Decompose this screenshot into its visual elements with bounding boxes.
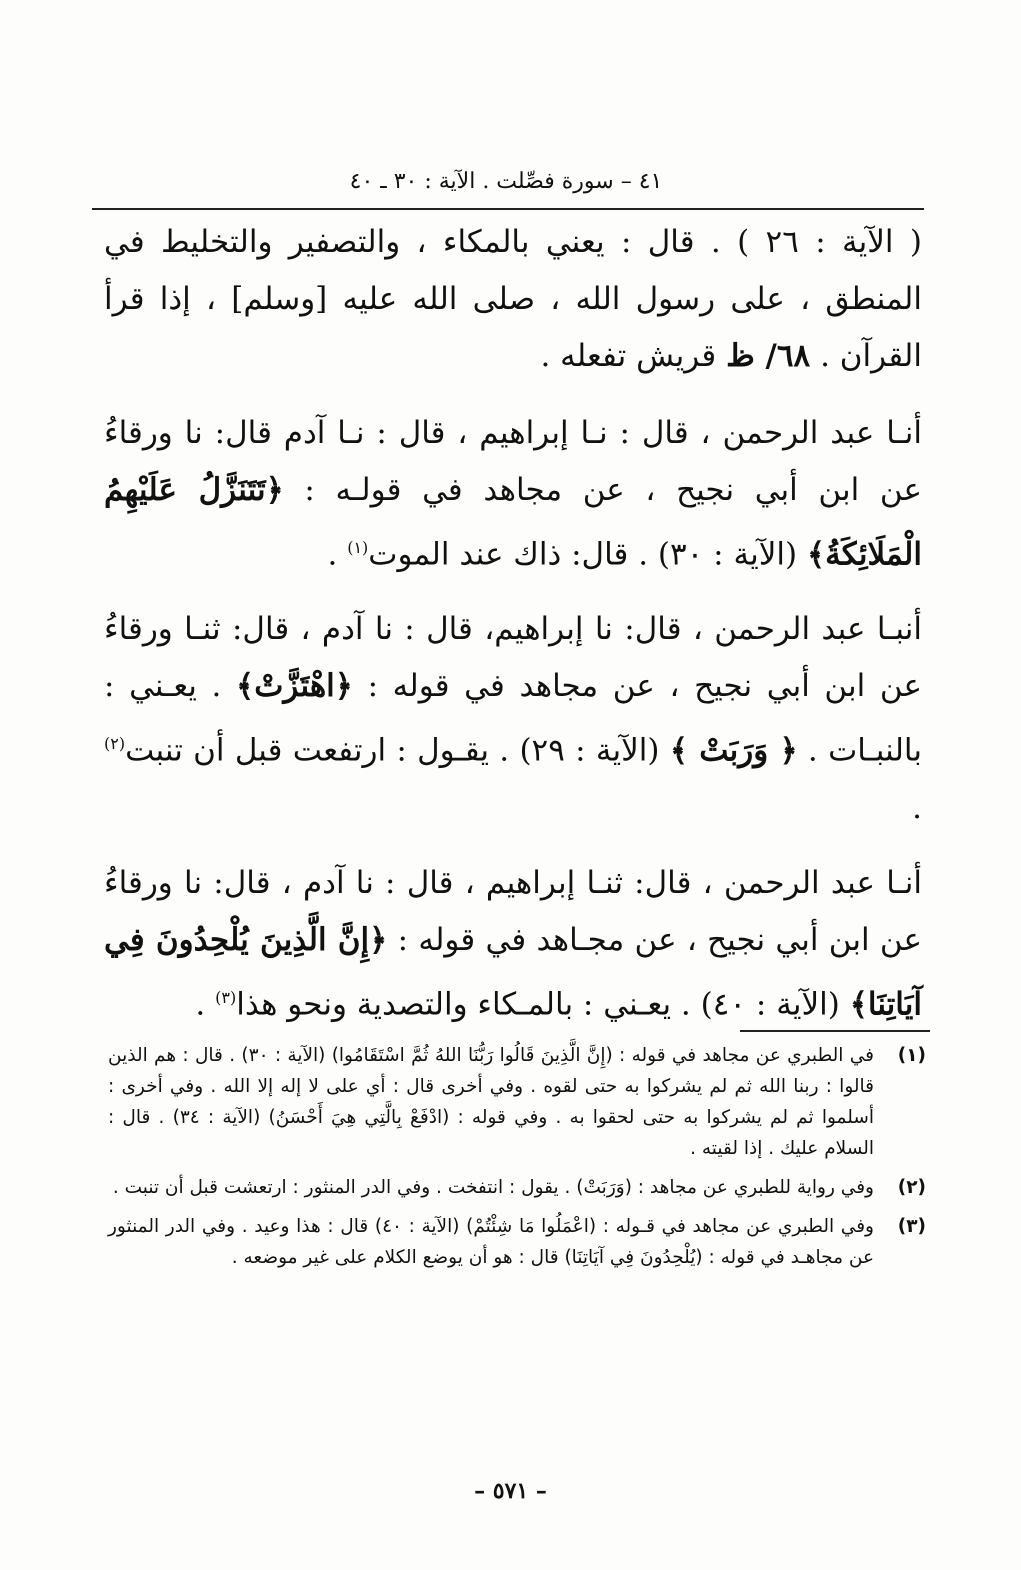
quran-verse-4: ﴿إِنَّ الَّذِينَ يُلْحِدُونَ فِي آيَاتِنَا﴾ — [104, 921, 922, 1022]
footnote-item — [108, 1040, 926, 1164]
footnotes — [108, 1040, 926, 1281]
folio-marker: ٦٨/ ظ — [726, 338, 811, 374]
quran-verse-3a: ﴿اهْتَزَّتْ﴾ — [236, 668, 353, 705]
paragraph-2-ref: (الآية : ٣٠) . قال: ذاك عند الموت — [368, 536, 798, 573]
footnote-item — [108, 1211, 926, 1273]
footnote-number: (١) — [897, 1045, 926, 1066]
header-rule — [92, 208, 924, 210]
footnote-item — [108, 1172, 926, 1203]
footnote-number: (٢) — [897, 1177, 926, 1198]
paragraph-4-text: أنـا عبد الرحمن ، قال: ثنـا إبراهيم ، قال : نا آدم ، قال: نا ورقاءُ عن ابن أبي نجيح ، عن مجـاهد في قوله : — [104, 864, 922, 958]
paragraph-1 — [104, 214, 922, 385]
quran-verse-2: ﴿تَتَنَزَّلُ عَلَيْهِمُ الْمَلَائِكَةُ﴾ — [104, 472, 922, 573]
footnote-text: وفي الطبري عن مجاهد في قـوله : (اعْمَلُوا مَا شِئْتُمْ) (الآية : ٤٠) قال : هذا وعيد . وفي الدر المنثور عن مجاهـد في قوله : (يُلْحِدُونَ فِي آيَاتِنَا) قال : هو أن يوضع الكلام على غير موضعه . — [108, 1216, 874, 1268]
main-text — [104, 214, 922, 1051]
running-header: ٤١ – سورة فصِّلت . الآية : ٣٠ ـ ٤٠ — [349, 169, 663, 194]
paragraph-3-ref: (الآية : ٢٩) . يقـول : ارتفعت قبل أن تنبت — [125, 732, 660, 769]
footnote-number: (٣) — [897, 1216, 926, 1237]
footnote-rule — [740, 1030, 930, 1032]
footnote-text: في الطبري عن مجاهد في قوله : (إِنَّ الَّذِينَ قَالُوا رَبُّنَا اللهُ ثُمَّ اسْتَقَامُوا) (الآية : ٣٠) . قال : هم الذين قالوا : ربنا الله ثم لم يشركوا به حتى لقوه . وفي أخرى قال : أي على لا إله إلا الله . وفي أخرى : أسلموا ثم لم يشركوا به حتى لحقوا به . وفي قوله : (ادْفَعْ بِالَّتِي هِيَ أَحْسَنُ) (الآية : ٣٤) . قال : السلام عليك . إذا لقيته . — [108, 1045, 874, 1159]
footnote-ref-2: (٢) — [104, 734, 126, 754]
footnote-ref-3: (٣) — [215, 987, 237, 1007]
paragraph-4: أنـا عبد الرحمن ، قال: ثنـا إبراهيم ، قال : نا آدم ، قال: نا ورقاءُ عن ابن أبي نجيح ، عن مجـاهد في قوله : ﴿إِنَّ الَّذِينَ يُلْحِدُونَ فِي آيَاتِنَا﴾ (الآية : ٤٠) . يعـني : بالمـكاء والتصدية ونحو هذا$^{(٣)}$ . — [104, 864, 922, 1022]
paragraph-2-text: أنـا عبد الرحمن ، قال : نـا إبراهيم ، قال : نـا آدم قال: نا ورقاءُ عن ابن أبي نجيح ، عن مجاهد في قولـه : — [104, 415, 922, 508]
page-number: – ٥٧١ – — [474, 1478, 547, 1504]
paragraph-3-mid: . يعـني : بالنبـات . — [104, 668, 923, 769]
paragraph-1-text: ( الآية : ٢٦ ) . قال : يعني بالمكاء ، والتصفير والتخليط في المنطق ، على رسول الله ، صلى الله عليه [وسلم] ، إذا قرأ القرآن . — [104, 224, 922, 374]
paragraph-2: أنـا عبد الرحمن ، قال : نـا إبراهيم ، قال : نـا آدم قال: نا ورقاءُ عن ابن أبي نجيح ، عن مجاهد في قولـه : ﴿تَتَنَزَّلُ عَلَيْهِمُ الْمَلَائِكَةُ﴾ (الآية : ٣٠) . قال: ذاك عند الموت$^{(١)}$ . — [104, 415, 922, 573]
paragraph-3-text: أنبـا عبد الرحمن ، قال: نا إبراهيم، قال : نا آدم ، قال: ثنـا ورقاءُ عن ابن أبي نجيح ، عن مجاهد في قوله : — [104, 611, 922, 705]
paragraph-3: أنبـا عبد الرحمن ، قال: نا إبراهيم، قال : نا آدم ، قال: ثنـا ورقاءُ عن ابن أبي نجيح ، عن مجاهد في قوله : ﴿اهْتَزَّتْ﴾ . يعـني : بالنبـات . ﴿ وَرَبَتْ ﴾ (الآية : ٢٩) . يقـول : ارتفعت قبل أن تنبت$^{(٢)}$ . — [104, 611, 923, 826]
paragraph-1-end: قريش تفعله . — [540, 338, 717, 374]
quran-verse-3b: ﴿ وَرَبَتْ ﴾ — [669, 732, 798, 769]
footnote-ref-1: (١) — [347, 538, 369, 557]
paragraph-4-ref: (الآية : ٤٠) . يعـني : بالمـكاء والتصدية ونحو هذا — [236, 985, 840, 1022]
footnote-text: وفي رواية للطبري عن مجاهد : (وَرَبَتْ) . يقول : انتفخت . وفي الدر المنثور : ارتعشت قبل أن تنبت . — [112, 1177, 874, 1198]
